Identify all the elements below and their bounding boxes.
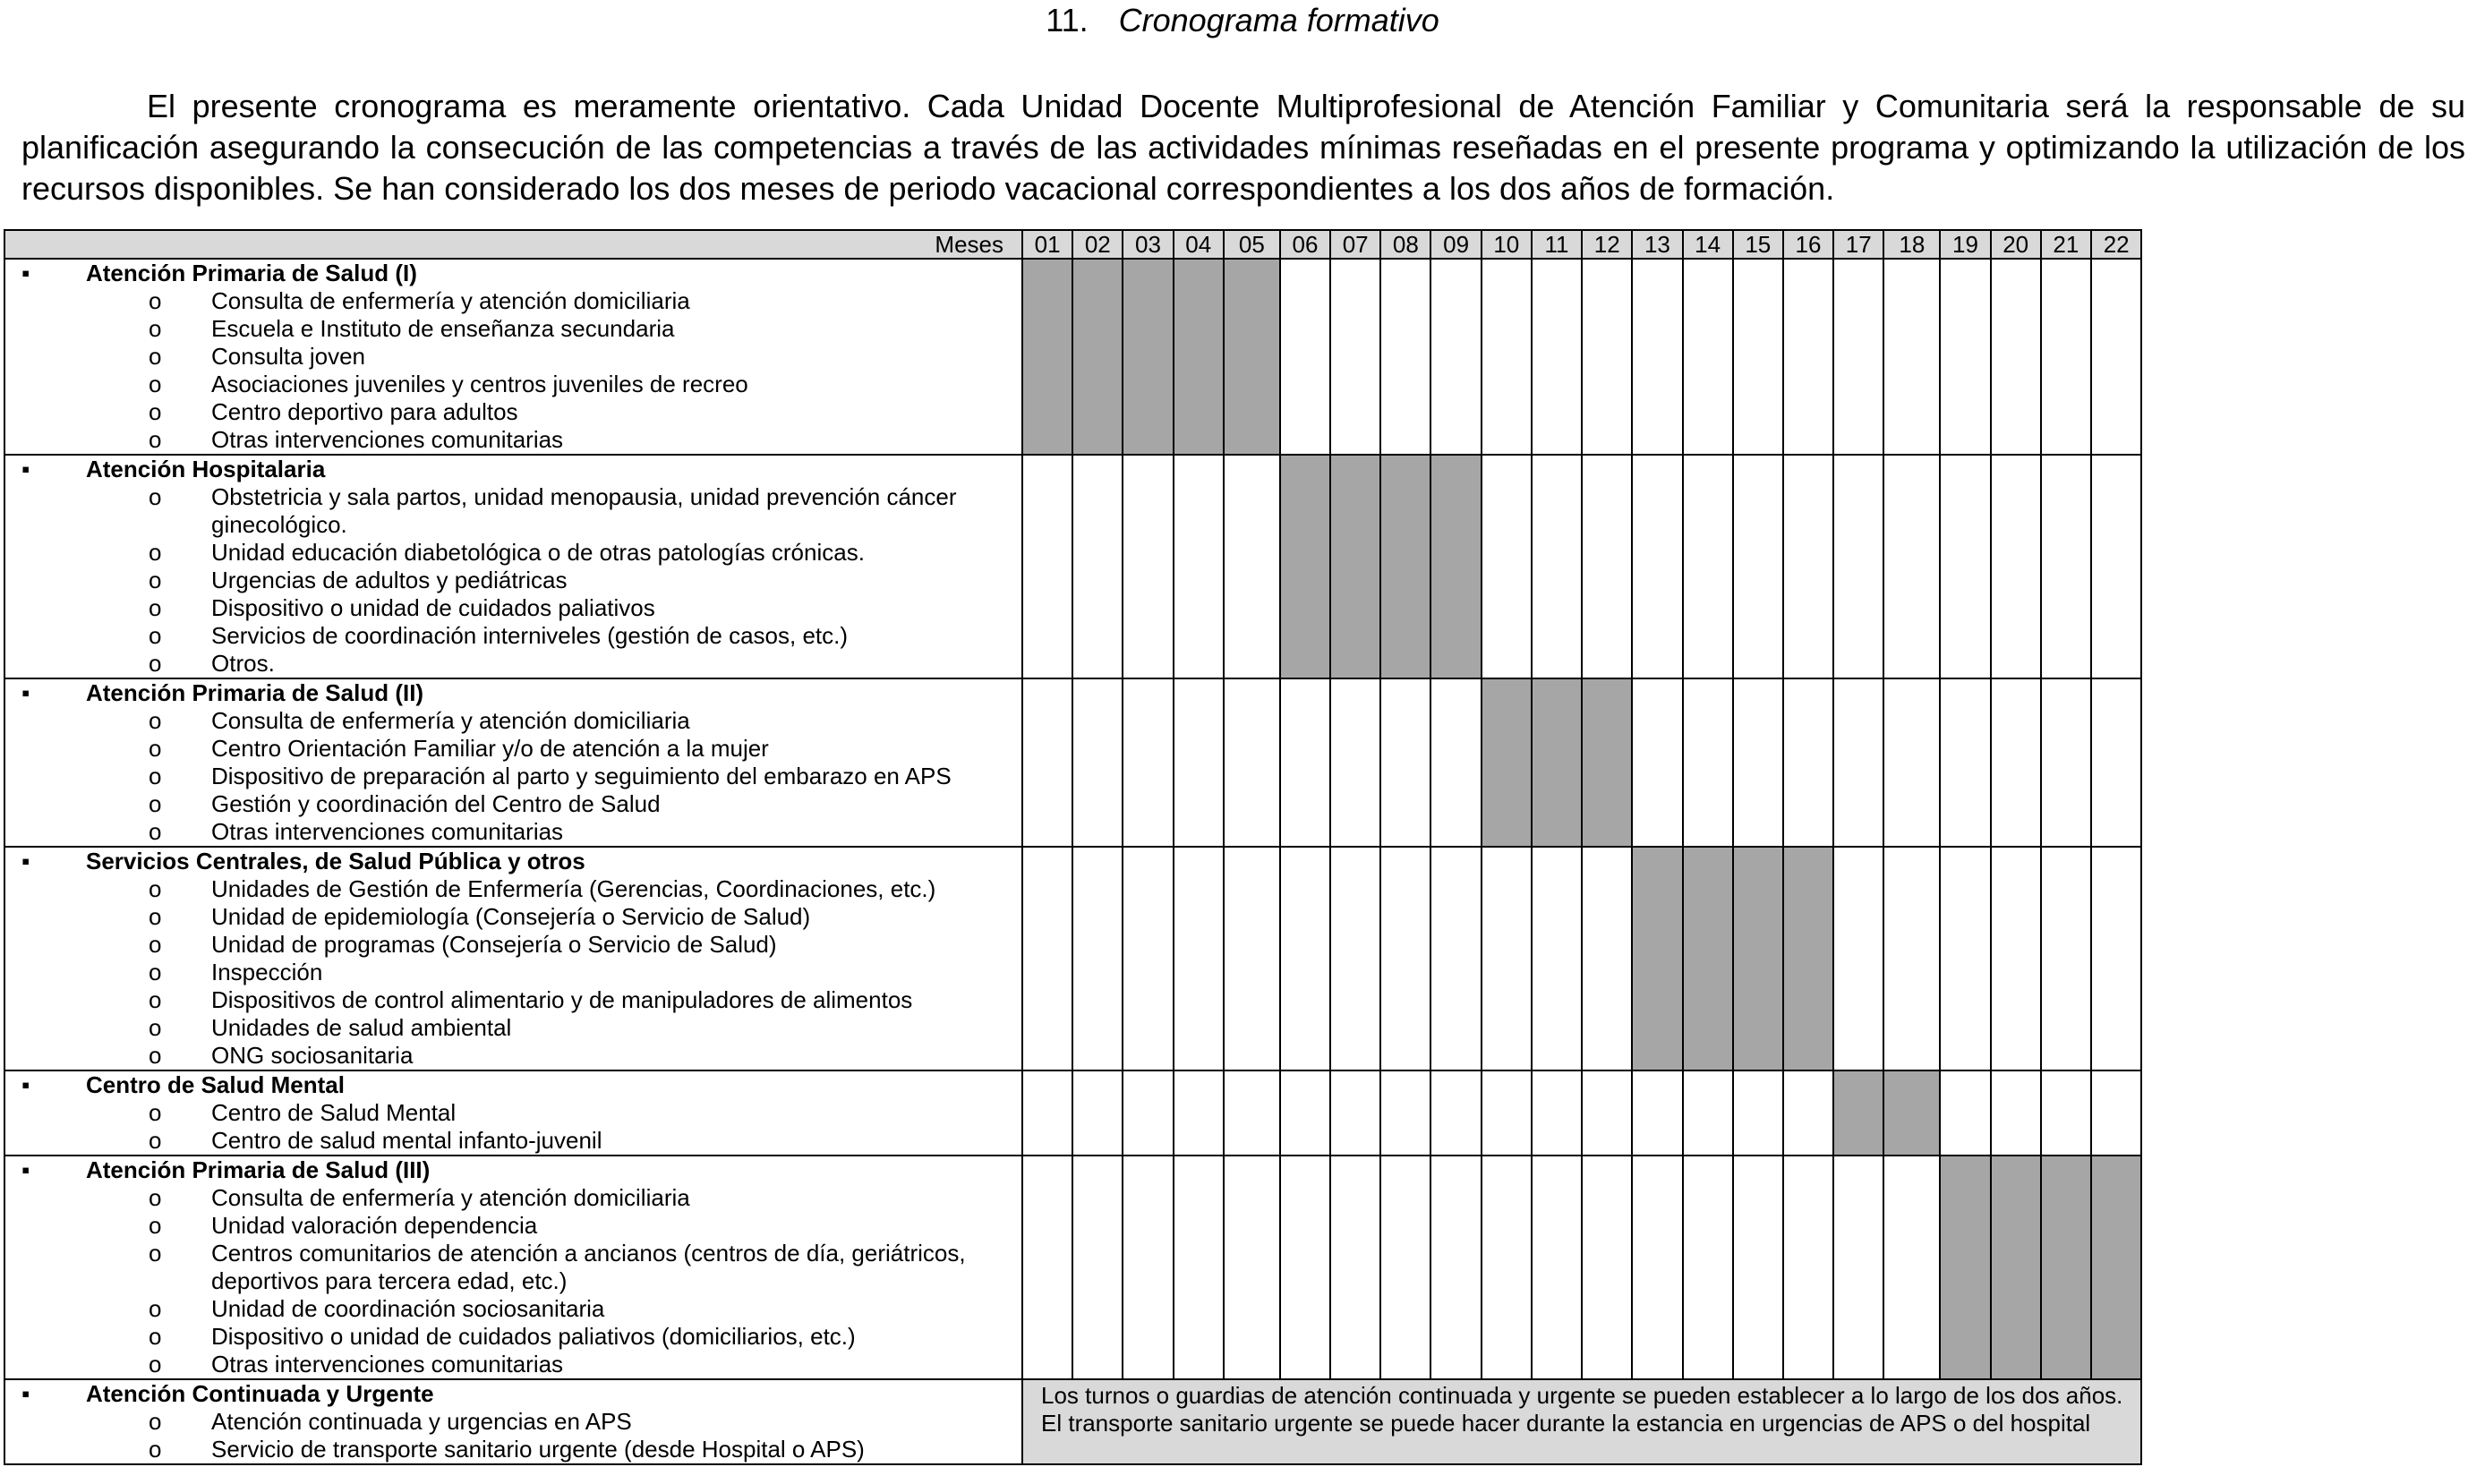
month-cell bbox=[1940, 455, 1990, 678]
section-heading bbox=[0, 0, 2485, 41]
month-cell bbox=[1582, 1156, 1632, 1379]
activity-item: o Centro de salud mental infanto-juvenil bbox=[149, 1127, 602, 1154]
month-cell bbox=[1783, 678, 1833, 847]
month-cell bbox=[2091, 455, 2141, 678]
activity-item: o Dispositivo o unidad de cuidados paliativos (domiciliarios, etc.) bbox=[149, 1323, 856, 1350]
month-cell bbox=[1123, 847, 1173, 1070]
month-cell bbox=[1482, 1156, 1532, 1379]
month-cell bbox=[1991, 678, 2041, 847]
month-cell bbox=[1380, 1070, 1430, 1156]
month-cell bbox=[2041, 1070, 2091, 1156]
month-cell bbox=[1632, 455, 1682, 678]
month-cell bbox=[1532, 259, 1582, 455]
month-header-11: 11 bbox=[1532, 230, 1582, 259]
month-header-19: 19 bbox=[1940, 230, 1990, 259]
section-activities-cell bbox=[4, 847, 1022, 1070]
circle-bullet-icon: o bbox=[149, 790, 162, 817]
month-cell bbox=[1072, 847, 1123, 1070]
circle-bullet-icon: o bbox=[149, 650, 162, 677]
month-cell bbox=[1280, 1070, 1330, 1156]
month-cell bbox=[1022, 678, 1072, 847]
circle-bullet-icon: o bbox=[149, 903, 162, 930]
month-cell bbox=[1683, 678, 1733, 847]
section-note-cell bbox=[1022, 1379, 2141, 1464]
activity-item: o Unidad de epidemiología (Consejería o Servicio de Salud) bbox=[149, 903, 811, 930]
month-cell bbox=[1532, 1070, 1582, 1156]
month-cell bbox=[1991, 847, 2041, 1070]
month-cell bbox=[1991, 259, 2041, 455]
month-cell-active bbox=[1022, 259, 1072, 455]
month-cell bbox=[1123, 678, 1173, 847]
circle-bullet-icon: o bbox=[149, 763, 162, 789]
month-cell bbox=[1783, 1156, 1833, 1379]
month-cell bbox=[1532, 1156, 1582, 1379]
month-cell bbox=[1174, 1070, 1224, 1156]
note-line: Los turnos o guardias de atención continuada y urgente se pueden establecer a lo largo de los dos años. bbox=[1041, 1382, 2123, 1409]
month-header-10: 10 bbox=[1482, 230, 1532, 259]
intro-text: El presente cronograma es meramente orientativo. Cada Unidad Docente Multiprofesional de Atención Familiar y Comunitaria será la responsable de su planificación asegurando la consecución de las competencias a través de las actividades mínimas reseñadas en el presente programa y optimizando la utilización de los recursos disponibles. Se han considerado los dos meses de periodo vacacional correspondientes a los dos años de formación. bbox=[21, 88, 2465, 207]
activity-item: o Unidades de salud ambiental bbox=[149, 1014, 512, 1041]
month-cell bbox=[1940, 1070, 1990, 1156]
circle-bullet-icon: o bbox=[149, 1212, 162, 1239]
activity-item: o Servicio de transporte sanitario urgente (desde Hospital o APS) bbox=[149, 1436, 865, 1463]
circle-bullet-icon: o bbox=[149, 735, 162, 762]
month-cell-active bbox=[1582, 678, 1632, 847]
month-cell bbox=[1430, 1070, 1481, 1156]
month-cell bbox=[1430, 1156, 1481, 1379]
month-cell bbox=[1123, 1156, 1173, 1379]
month-cell bbox=[1430, 847, 1481, 1070]
activity-item: o Dispositivos de control alimentario y de manipuladores de alimentos bbox=[149, 986, 913, 1013]
month-cell bbox=[1280, 678, 1330, 847]
schedule-table bbox=[4, 229, 2142, 1465]
month-cell bbox=[1174, 1156, 1224, 1379]
activity-item-continuation: ginecológico. bbox=[211, 511, 347, 538]
month-header-03: 03 bbox=[1123, 230, 1173, 259]
month-cell bbox=[1833, 678, 1883, 847]
month-cell-active bbox=[1940, 1156, 1990, 1379]
month-cell bbox=[1582, 259, 1632, 455]
month-cell bbox=[1991, 1070, 2041, 1156]
month-cell bbox=[1733, 455, 1783, 678]
circle-bullet-icon: o bbox=[149, 1323, 162, 1350]
activity-item: o Asociaciones juveniles y centros juveniles de recreo bbox=[149, 371, 748, 397]
activity-item: o Escuela e Instituto de enseñanza secundaria bbox=[149, 315, 675, 342]
circle-bullet-icon: o bbox=[149, 1184, 162, 1211]
section-activities-cell bbox=[4, 1379, 1022, 1464]
month-cell bbox=[1072, 678, 1123, 847]
month-cell bbox=[1632, 259, 1682, 455]
months-header-label: Meses bbox=[4, 230, 1022, 259]
month-cell bbox=[1174, 678, 1224, 847]
month-cell bbox=[1022, 1156, 1072, 1379]
month-cell bbox=[2091, 259, 2141, 455]
month-header-20: 20 bbox=[1991, 230, 2041, 259]
section-row bbox=[4, 1379, 2141, 1464]
circle-bullet-icon: o bbox=[149, 1014, 162, 1041]
month-cell bbox=[1733, 1156, 1783, 1379]
circle-bullet-icon: o bbox=[149, 1127, 162, 1154]
month-cell bbox=[1224, 1070, 1280, 1156]
circle-bullet-icon: o bbox=[149, 287, 162, 314]
month-cell bbox=[1883, 1156, 1940, 1379]
month-cell bbox=[2091, 847, 2141, 1070]
circle-bullet-icon: o bbox=[149, 1436, 162, 1463]
month-cell bbox=[1683, 1070, 1733, 1156]
month-cell bbox=[1280, 259, 1330, 455]
month-cell bbox=[1883, 847, 1940, 1070]
activity-item: o Centros comunitarios de atención a ancianos (centros de día, geriátricos, bbox=[149, 1240, 966, 1267]
month-cell bbox=[1783, 1070, 1833, 1156]
month-header-01: 01 bbox=[1022, 230, 1072, 259]
activity-item: o Otras intervenciones comunitarias bbox=[149, 1351, 564, 1377]
activity-item: o Consulta de enfermería y atención domiciliaria bbox=[149, 707, 690, 734]
activity-item: o Inspección bbox=[149, 959, 323, 985]
month-cell bbox=[2091, 678, 2141, 847]
activity-item: o Otras intervenciones comunitarias bbox=[149, 818, 564, 845]
month-cell bbox=[1380, 847, 1430, 1070]
month-cell-active bbox=[1783, 847, 1833, 1070]
month-cell bbox=[1330, 259, 1380, 455]
circle-bullet-icon: o bbox=[149, 539, 162, 566]
month-cell bbox=[1733, 678, 1783, 847]
month-cell bbox=[1632, 1156, 1682, 1379]
month-cell bbox=[1733, 259, 1783, 455]
month-cell bbox=[1330, 1156, 1380, 1379]
month-cell bbox=[1072, 1070, 1123, 1156]
section-row bbox=[4, 259, 2141, 455]
activity-item: o ONG sociosanitaria bbox=[149, 1042, 414, 1069]
activity-item: o Consulta joven bbox=[149, 343, 365, 370]
month-cell bbox=[1022, 1070, 1072, 1156]
month-cell bbox=[1482, 847, 1532, 1070]
activity-item: o Centro deportivo para adultos bbox=[149, 398, 518, 425]
month-cell-active bbox=[1072, 259, 1123, 455]
month-cell bbox=[1833, 455, 1883, 678]
circle-bullet-icon: o bbox=[149, 483, 162, 510]
section-title: ▪ Atención Continuada y Urgente bbox=[5, 1380, 1021, 1408]
month-cell-active bbox=[1632, 847, 1682, 1070]
month-cell bbox=[1224, 678, 1280, 847]
circle-bullet-icon: o bbox=[149, 371, 162, 397]
month-cell bbox=[1022, 455, 1072, 678]
note-line: El transporte sanitario urgente se puede hacer durante la estancia en urgencias de APS o del hospital bbox=[1041, 1410, 2091, 1437]
month-header-09: 09 bbox=[1430, 230, 1481, 259]
section-title: ▪ Centro de Salud Mental bbox=[5, 1071, 1021, 1099]
circle-bullet-icon: o bbox=[149, 1099, 162, 1126]
activity-item: o Dispositivo de preparación al parto y seguimiento del embarazo en APS bbox=[149, 763, 952, 789]
activity-item: o Unidad de coordinación sociosanitaria bbox=[149, 1295, 605, 1322]
activity-item-continuation: deportivos para tercera edad, etc.) bbox=[211, 1267, 568, 1294]
section-title: ▪ Servicios Centrales, de Salud Pública y otros bbox=[5, 848, 1021, 875]
month-header-15: 15 bbox=[1733, 230, 1783, 259]
activity-item: o Unidades de Gestión de Enfermería (Gerencias, Coordinaciones, etc.) bbox=[149, 875, 936, 902]
activity-item: o Obstetricia y sala partos, unidad menopausia, unidad prevención cáncer bbox=[149, 483, 957, 510]
month-cell bbox=[1683, 455, 1733, 678]
month-header-05: 05 bbox=[1224, 230, 1280, 259]
circle-bullet-icon: o bbox=[149, 959, 162, 985]
month-cell bbox=[1224, 1156, 1280, 1379]
month-header-22: 22 bbox=[2091, 230, 2141, 259]
intro-paragraph bbox=[21, 86, 2465, 209]
section-row bbox=[4, 1156, 2141, 1379]
month-cell-active bbox=[2041, 1156, 2091, 1379]
month-cell-active bbox=[2091, 1156, 2141, 1379]
month-cell bbox=[1783, 455, 1833, 678]
month-header-18: 18 bbox=[1883, 230, 1940, 259]
month-cell bbox=[1833, 1156, 1883, 1379]
month-cell bbox=[1632, 1070, 1682, 1156]
activity-item: o Dispositivo o unidad de cuidados paliativos bbox=[149, 594, 655, 621]
month-cell bbox=[1072, 455, 1123, 678]
circle-bullet-icon: o bbox=[149, 398, 162, 425]
circle-bullet-icon: o bbox=[149, 818, 162, 845]
circle-bullet-icon: o bbox=[149, 707, 162, 734]
month-cell bbox=[1532, 455, 1582, 678]
month-cell bbox=[1683, 259, 1733, 455]
section-title: ▪ Atención Hospitalaria bbox=[5, 456, 1021, 483]
month-cell bbox=[1940, 678, 1990, 847]
month-cell-active bbox=[1733, 847, 1783, 1070]
section-row bbox=[4, 678, 2141, 847]
month-cell-active bbox=[1482, 678, 1532, 847]
section-title: ▪ Atención Primaria de Salud (I) bbox=[5, 260, 1021, 287]
month-header-13: 13 bbox=[1632, 230, 1682, 259]
month-cell bbox=[1883, 678, 1940, 847]
month-header-04: 04 bbox=[1174, 230, 1224, 259]
circle-bullet-icon: o bbox=[149, 622, 162, 649]
section-row bbox=[4, 847, 2141, 1070]
month-cell bbox=[1482, 455, 1532, 678]
month-cell bbox=[1733, 1070, 1783, 1156]
month-cell bbox=[1582, 455, 1632, 678]
month-cell-active bbox=[1991, 1156, 2041, 1379]
month-cell bbox=[1224, 847, 1280, 1070]
section-activities-cell bbox=[4, 1070, 1022, 1156]
month-cell-active bbox=[1224, 259, 1280, 455]
month-cell bbox=[1582, 1070, 1632, 1156]
month-cell-active bbox=[1683, 847, 1733, 1070]
month-header-16: 16 bbox=[1783, 230, 1833, 259]
month-cell bbox=[1683, 1156, 1733, 1379]
circle-bullet-icon: o bbox=[149, 875, 162, 902]
month-cell bbox=[1174, 455, 1224, 678]
activity-item: o Centro Orientación Familiar y/o de atención a la mujer bbox=[149, 735, 769, 762]
month-cell bbox=[1380, 1156, 1430, 1379]
month-cell bbox=[1022, 847, 1072, 1070]
circle-bullet-icon: o bbox=[149, 315, 162, 342]
month-cell-active bbox=[1280, 455, 1330, 678]
circle-bullet-icon: o bbox=[149, 1042, 162, 1069]
month-header-08: 08 bbox=[1380, 230, 1430, 259]
month-cell bbox=[1280, 847, 1330, 1070]
month-cell-active bbox=[1883, 1070, 1940, 1156]
activity-item: o Gestión y coordinación del Centro de Salud bbox=[149, 790, 661, 817]
month-cell-active bbox=[1430, 455, 1481, 678]
month-cell bbox=[1330, 678, 1380, 847]
circle-bullet-icon: o bbox=[149, 1408, 162, 1435]
activity-item: o Consulta de enfermería y atención domiciliaria bbox=[149, 287, 690, 314]
section-activities-cell bbox=[4, 1156, 1022, 1379]
section-title: ▪ Atención Primaria de Salud (III) bbox=[5, 1156, 1021, 1184]
month-cell bbox=[1430, 678, 1481, 847]
month-cell bbox=[2041, 847, 2091, 1070]
activity-item: o Unidad valoración dependencia bbox=[149, 1212, 538, 1239]
month-cell bbox=[1280, 1156, 1330, 1379]
month-cell bbox=[1991, 455, 2041, 678]
month-cell bbox=[1532, 847, 1582, 1070]
month-cell bbox=[1482, 1070, 1532, 1156]
month-cell bbox=[1072, 1156, 1123, 1379]
month-cell bbox=[2091, 1070, 2141, 1156]
circle-bullet-icon: o bbox=[149, 343, 162, 370]
month-header-17: 17 bbox=[1833, 230, 1883, 259]
month-cell bbox=[1632, 678, 1682, 847]
month-cell bbox=[1380, 259, 1430, 455]
section-activities-cell bbox=[4, 259, 1022, 455]
activity-item: o Unidad de programas (Consejería o Servicio de Salud) bbox=[149, 931, 777, 958]
month-cell bbox=[1833, 847, 1883, 1070]
month-cell bbox=[2041, 678, 2091, 847]
activity-item: o Servicios de coordinación interniveles (gestión de casos, etc.) bbox=[149, 622, 849, 649]
section-row bbox=[4, 455, 2141, 678]
activity-item: o Atención continuada y urgencias en APS bbox=[149, 1408, 632, 1435]
header-row bbox=[4, 230, 2141, 259]
activity-item: o Urgencias de adultos y pediátricas bbox=[149, 567, 568, 593]
month-cell bbox=[1833, 259, 1883, 455]
month-cell bbox=[1174, 847, 1224, 1070]
activity-item: o Otras intervenciones comunitarias bbox=[149, 426, 564, 453]
month-cell-active bbox=[1833, 1070, 1883, 1156]
month-cell bbox=[1582, 847, 1632, 1070]
month-cell bbox=[1883, 455, 1940, 678]
section-title: Cronograma formativo bbox=[1118, 2, 1439, 38]
circle-bullet-icon: o bbox=[149, 1240, 162, 1267]
circle-bullet-icon: o bbox=[149, 1351, 162, 1377]
month-cell bbox=[1330, 1070, 1380, 1156]
month-cell bbox=[2041, 259, 2091, 455]
month-cell bbox=[1330, 847, 1380, 1070]
month-header-21: 21 bbox=[2041, 230, 2091, 259]
month-cell bbox=[1123, 1070, 1173, 1156]
month-cell bbox=[1940, 847, 1990, 1070]
activity-item: o Consulta de enfermería y atención domiciliaria bbox=[149, 1184, 690, 1211]
activity-item: o Otros. bbox=[149, 650, 275, 677]
month-cell bbox=[1883, 259, 1940, 455]
month-header-14: 14 bbox=[1683, 230, 1733, 259]
section-title: ▪ Atención Primaria de Salud (II) bbox=[5, 679, 1021, 707]
month-header-12: 12 bbox=[1582, 230, 1632, 259]
month-cell bbox=[1224, 455, 1280, 678]
activity-item: o Unidad educación diabetológica o de otras patologías crónicas. bbox=[149, 539, 865, 566]
month-cell bbox=[1123, 455, 1173, 678]
month-cell bbox=[1783, 259, 1833, 455]
circle-bullet-icon: o bbox=[149, 567, 162, 593]
month-cell-active bbox=[1380, 455, 1430, 678]
month-cell-active bbox=[1123, 259, 1173, 455]
month-cell bbox=[2041, 455, 2091, 678]
circle-bullet-icon: o bbox=[149, 1295, 162, 1322]
month-cell-active bbox=[1330, 455, 1380, 678]
month-cell bbox=[1482, 259, 1532, 455]
section-number: 11. bbox=[1046, 2, 1089, 38]
month-cell bbox=[1430, 259, 1481, 455]
month-cell bbox=[1380, 678, 1430, 847]
circle-bullet-icon: o bbox=[149, 426, 162, 453]
section-activities-cell bbox=[4, 678, 1022, 847]
circle-bullet-icon: o bbox=[149, 986, 162, 1013]
activity-item: o Centro de Salud Mental bbox=[149, 1099, 457, 1126]
month-cell-active bbox=[1532, 678, 1582, 847]
month-header-02: 02 bbox=[1072, 230, 1123, 259]
month-cell bbox=[1940, 259, 1990, 455]
section-activities-cell bbox=[4, 455, 1022, 678]
section-row bbox=[4, 1070, 2141, 1156]
circle-bullet-icon: o bbox=[149, 931, 162, 958]
month-header-07: 07 bbox=[1330, 230, 1380, 259]
month-header-06: 06 bbox=[1280, 230, 1330, 259]
circle-bullet-icon: o bbox=[149, 594, 162, 621]
month-cell-active bbox=[1174, 259, 1224, 455]
